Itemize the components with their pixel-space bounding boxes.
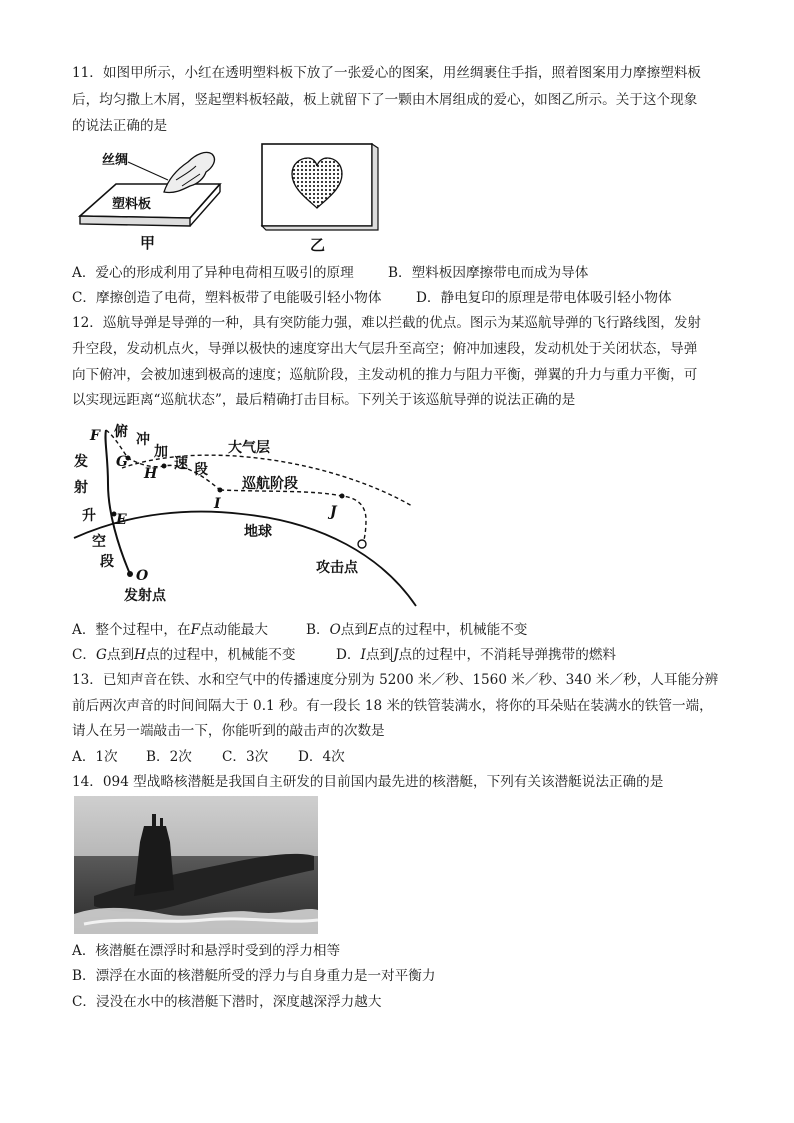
silk-label: 丝绸 <box>102 153 129 168</box>
label-launch-point: 发射点 <box>124 588 166 604</box>
fig-jia-caption: 甲 <box>140 234 156 252</box>
label-she: 射 <box>74 480 88 496</box>
label-atmosphere: 大气层 <box>228 440 270 456</box>
q13-line-2: 前后两次声音的时间间隔大于 0.1 秒。有一段长 18 米的铁管装满水，将你的耳朵贴在装满水的铁管一端， <box>72 698 713 714</box>
label-cruise: 巡航阶段 <box>242 476 298 492</box>
point-j: J <box>330 504 337 520</box>
label-duan-1: 段 <box>194 462 208 478</box>
q11-line-1: 11．如图甲所示，小红在透明塑料板下放了一张爱心的图案，用丝绸裹住手指，照着图案用力摩擦塑料板 <box>72 65 702 81</box>
q11-option-c: C．摩擦创造了电荷，塑料板带了电能吸引轻小物体 <box>72 290 382 306</box>
label-fa: 发 <box>74 454 88 470</box>
label-earth: 地球 <box>244 524 272 540</box>
q14-line-1: 14．094 型战略核潜艇是我国自主研发的目前国内最先进的核潜艇，下列有关该潜艇说法正确的是 <box>72 774 664 790</box>
point-h: H <box>144 466 158 482</box>
q13-option-c: C．3次 <box>222 749 269 765</box>
q13-line-3: 请人在另一端敲击一下，你能听到的敲击声的次数是 <box>72 723 385 739</box>
board-label: 塑料板 <box>112 197 152 212</box>
q13-line-1: 13．已知声音在铁、水和空气中的传播速度分别为 5200 米／秒、1560 米／秒、340 米／秒，人耳能分辨 <box>72 672 719 688</box>
q12-line-1: 12．巡航导弹是导弹的一种，具有突防能力强，难以拦截的优点。图示为某巡航导弹的飞行路线图，发射 <box>72 315 702 331</box>
attack-point-icon <box>358 540 366 548</box>
q12-line-3: 向下俯冲，会被加速到极高的速度；巡航阶段，主发动机的推力与阻力平衡，弹翼的升力与重力平衡，可 <box>72 367 698 383</box>
launch-path <box>105 430 130 574</box>
q11-option-a: A．爱心的形成利用了异种电荷相互吸引的原理 <box>72 265 354 281</box>
fig-yi-caption: 乙 <box>310 236 326 252</box>
figure-jia <box>72 140 232 252</box>
q11-option-b: B．塑料板因摩擦带电而成为导体 <box>388 265 589 281</box>
point-f: F <box>90 428 100 444</box>
plastic-board-edge <box>80 216 190 226</box>
q12-option-b: B．O点到E点的过程中，机械能不变 <box>306 622 528 638</box>
label-sheng: 升 <box>82 508 96 524</box>
q12-option-a: A．整个过程中，在F点动能最大 <box>72 622 268 638</box>
submarine-photo <box>74 796 318 934</box>
q13-option-a: A．1次 <box>72 749 118 765</box>
q12-line-2: 升空段，发动机点火，导弹以极快的速度穿出大气层升至高空；俯冲加速段，发动机处于关闭状态，导弹 <box>72 341 698 357</box>
point-e: E <box>116 512 127 528</box>
missile-trajectory-diagram <box>72 416 422 612</box>
q14-option-a: A．核潜艇在漂浮时和悬浮时受到的浮力相等 <box>72 943 341 959</box>
q11-option-d: D．静电复印的原理是带电体吸引轻小物体 <box>416 290 672 306</box>
q13-option-b: B．2次 <box>146 749 192 765</box>
label-su: 速 <box>174 456 188 472</box>
label-fu: 俯 <box>114 424 128 440</box>
q14-option-b: B．漂浮在水面的核潜艇所受的浮力与自身重力是一对平衡力 <box>72 968 436 984</box>
q11-line-2: 后，均匀撒上木屑，竖起塑料板轻敲，板上就留下了一颗由木屑组成的爱心，如图乙所示。关于这个现象 <box>72 92 698 108</box>
q11-line-3: 的说法正确的是 <box>72 118 168 134</box>
label-attack-point: 攻击点 <box>316 560 358 576</box>
label-kong: 空 <box>92 534 106 550</box>
point-o: O <box>136 568 149 584</box>
label-chong: 冲 <box>136 432 150 448</box>
cruise-path <box>220 490 366 546</box>
label-jia: 加 <box>154 444 168 460</box>
label-duan-2: 段 <box>100 554 114 570</box>
figure-yi <box>256 140 386 252</box>
q12-line-4: 以实现远距离“巡航状态”，最后精确打击目标。下列关于该巡航导弹的说法正确的是 <box>72 392 576 408</box>
q13-option-d: D．4次 <box>298 749 345 765</box>
point-g: G <box>116 454 128 470</box>
q12-option-d: D．I点到J点的过程中，不消耗导弹携带的燃料 <box>336 647 617 663</box>
point-i: I <box>214 496 221 512</box>
q12-option-c: C．G点到H点的过程中，机械能不变 <box>72 647 296 663</box>
q14-option-c: C．浸没在水中的核潜艇下潜时，深度越深浮力越大 <box>72 994 382 1010</box>
